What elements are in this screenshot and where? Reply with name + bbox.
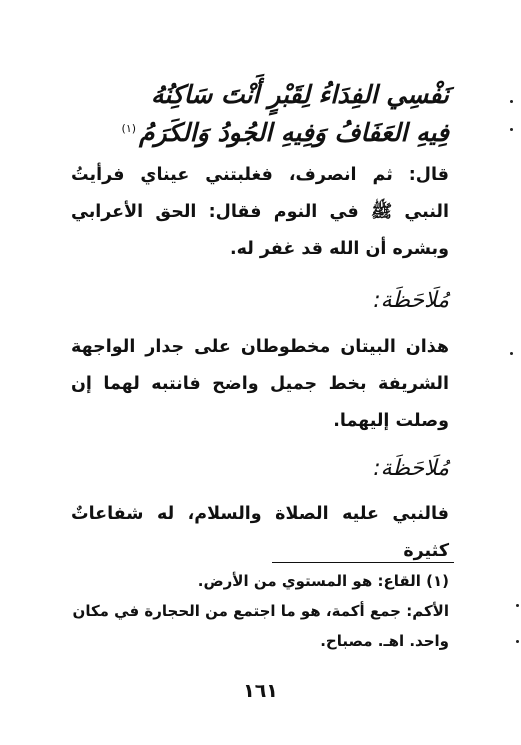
margin-mark xyxy=(510,128,513,131)
footnote-2: الأكم: جمع أكمة، هو ما اجتمع من الحجارة في مكان واحد. اهـ. مصباح. xyxy=(72,602,449,650)
verse-line-2 xyxy=(69,118,449,147)
margin-mark xyxy=(510,100,513,103)
note-heading-2: مُلَاحَظَة: xyxy=(373,456,449,481)
footnote-separator xyxy=(272,562,454,563)
margin-mark xyxy=(510,352,513,355)
verse-line-1 xyxy=(69,80,449,109)
note-text-2: فالنبي عليه الصلاة والسلام، له شفاعاتٌ كثيرة xyxy=(71,504,449,561)
note-text-1: هذان البيتان مخطوطان على جدار الواجهة الشريفة بخط جميل واضح فانتبه لهما إن وصلت إليهما. xyxy=(71,337,449,431)
verse-line-1-text: نَفْسِي الفِدَاءُ لِقَبْرٍ أَنْتَ سَاكِنُهُ xyxy=(150,80,449,109)
margin-mark xyxy=(516,640,519,643)
note-heading-1: مُلَاحَظَة: xyxy=(373,288,449,313)
footnote-1: (١) القاع: هو المستوي من الأرض. xyxy=(197,572,449,590)
footnote-marker: (١) xyxy=(121,121,137,135)
verse-line-2-text: فِيهِ العَفَافُ وَفِيهِ الجُودُ وَالكَرَمُ xyxy=(139,118,449,147)
margin-mark xyxy=(516,604,519,607)
page-number: ١٦١ xyxy=(243,680,278,702)
story-paragraph: قال: ثم انصرف، فغلبتني عيناي فرأيتُ النبي ﷺ في النوم فقال: الحق الأعرابي وبشره أن الله قد غفر له. xyxy=(71,165,449,259)
